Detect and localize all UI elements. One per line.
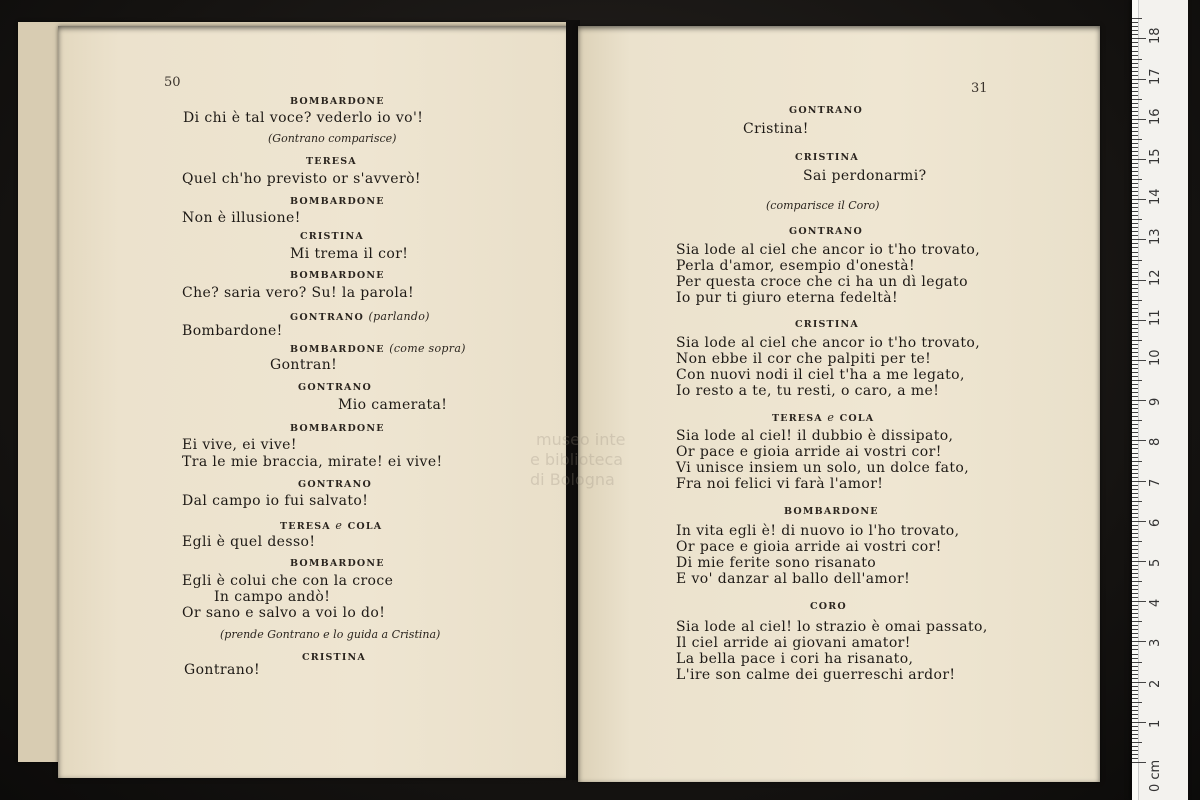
ruler-tick bbox=[1132, 686, 1138, 687]
ruler-tick bbox=[1132, 497, 1138, 498]
ruler-tick bbox=[1132, 698, 1138, 699]
speaker-label: BOMBARDONE bbox=[290, 270, 385, 281]
ruler-tick bbox=[1132, 718, 1138, 719]
verse-line: Or pace e gioia arride ai vostri cor! bbox=[676, 444, 942, 460]
speaker-label: CRISTINA bbox=[302, 652, 366, 663]
ruler-tick bbox=[1132, 645, 1138, 646]
ruler-tick bbox=[1132, 316, 1138, 317]
ruler-tick bbox=[1132, 625, 1138, 626]
ruler-number: 17 bbox=[1148, 68, 1163, 85]
ruler-tick bbox=[1132, 726, 1138, 727]
ruler-tick bbox=[1132, 742, 1142, 743]
ruler-tick bbox=[1132, 55, 1138, 56]
ruler-tick bbox=[1132, 171, 1138, 172]
ruler-tick bbox=[1132, 396, 1138, 397]
ruler-tick bbox=[1132, 91, 1138, 92]
ruler-tick bbox=[1132, 658, 1138, 659]
ruler-tick bbox=[1132, 380, 1142, 381]
ruler-tick bbox=[1132, 211, 1138, 212]
ruler-tick bbox=[1132, 95, 1138, 96]
ruler-tick bbox=[1132, 288, 1138, 289]
museum-watermark bbox=[520, 430, 680, 510]
ruler-tick bbox=[1132, 481, 1146, 482]
ruler-tick bbox=[1132, 754, 1138, 755]
ruler-tick bbox=[1132, 633, 1138, 634]
ruler-tick bbox=[1132, 151, 1138, 152]
ruler-tick bbox=[1132, 300, 1142, 301]
ruler-tick bbox=[1132, 637, 1138, 638]
ruler-tick bbox=[1132, 199, 1146, 200]
verse-line: Sai perdonarmi? bbox=[803, 168, 927, 184]
ruler-tick bbox=[1132, 649, 1138, 650]
ruler-tick bbox=[1132, 489, 1138, 490]
ruler-tick bbox=[1132, 247, 1138, 248]
ruler-tick bbox=[1132, 352, 1138, 353]
stage-direction: (prende Gontrano e lo guida a Cristina) bbox=[220, 628, 441, 641]
ruler-tick bbox=[1132, 517, 1138, 518]
ruler-tick bbox=[1132, 336, 1138, 337]
verse-line: Che? saria vero? Su! la parola! bbox=[182, 285, 414, 301]
left-page bbox=[58, 26, 570, 778]
measurement-ruler bbox=[1132, 0, 1188, 800]
ruler-tick bbox=[1132, 662, 1142, 663]
verse-line: Sia lode al ciel che ancor io t'ho trovato, bbox=[676, 242, 981, 258]
ruler-tick bbox=[1132, 666, 1138, 667]
verse-line: E vo' danzar al ballo dell'amor! bbox=[676, 571, 911, 587]
verse-line: Or pace e gioia arride ai vostri cor! bbox=[676, 539, 942, 555]
ruler-tick bbox=[1132, 139, 1142, 140]
speaker-conjunction: e bbox=[827, 411, 836, 424]
ruler-tick bbox=[1132, 529, 1138, 530]
ruler-tick bbox=[1132, 292, 1138, 293]
ruler-tick bbox=[1132, 593, 1138, 594]
ruler-tick bbox=[1132, 734, 1138, 735]
speaker-name: BOMBARDONE bbox=[290, 344, 385, 355]
ruler-tick bbox=[1132, 738, 1138, 739]
ruler-tick bbox=[1132, 268, 1138, 269]
ruler-number: 13 bbox=[1148, 228, 1163, 246]
ruler-number: 18 bbox=[1148, 27, 1163, 45]
speaker-label: GONTRANO bbox=[789, 226, 863, 237]
ruler-tick bbox=[1132, 272, 1138, 273]
ruler-tick bbox=[1132, 119, 1146, 120]
verse-line: Con nuovi nodi il ciel t'ha a me legato, bbox=[676, 367, 965, 383]
verse-line: Perla d'amor, esempio d'onestà! bbox=[676, 258, 916, 274]
ruler-tick bbox=[1132, 416, 1138, 417]
ruler-tick bbox=[1132, 440, 1146, 441]
verse-line: Sia lode al ciel! il dubbio è dissipato, bbox=[676, 428, 954, 444]
verse-line: In vita egli è! di nuovo io l'ho trovato, bbox=[676, 523, 960, 539]
speaker-name: COLA bbox=[839, 413, 875, 424]
ruler-tick bbox=[1132, 629, 1138, 630]
ruler-tick bbox=[1132, 63, 1138, 64]
ruler-tick bbox=[1132, 71, 1138, 72]
ruler-tick bbox=[1132, 473, 1138, 474]
ruler-tick bbox=[1132, 203, 1138, 204]
speaker-name: TERESA bbox=[772, 413, 823, 424]
ruler-tick bbox=[1132, 545, 1138, 546]
ruler-tick bbox=[1132, 356, 1138, 357]
ruler-tick bbox=[1132, 143, 1138, 144]
ruler-tick bbox=[1132, 276, 1138, 277]
ruler-tick bbox=[1132, 690, 1138, 691]
ruler-tick bbox=[1132, 22, 1138, 23]
verse-line: Di mie ferite sono risanato bbox=[676, 555, 877, 571]
ruler-tick bbox=[1132, 670, 1138, 671]
ruler-tick bbox=[1132, 444, 1138, 445]
verse-line: Non è illusione! bbox=[182, 210, 301, 226]
speaker-label bbox=[280, 519, 382, 532]
ruler-tick bbox=[1132, 107, 1138, 108]
ruler-tick bbox=[1132, 710, 1138, 711]
speaker-label: CRISTINA bbox=[795, 319, 859, 330]
ruler-tick bbox=[1132, 432, 1138, 433]
speaker-label: BOMBARDONE bbox=[290, 196, 385, 207]
verse-line: Quel ch'ho previsto or s'avverò! bbox=[182, 171, 421, 187]
ruler-tick bbox=[1132, 557, 1138, 558]
ruler-tick bbox=[1132, 750, 1138, 751]
ruler-tick bbox=[1132, 758, 1138, 759]
ruler-tick bbox=[1132, 135, 1138, 136]
verse-line: Mio camerata! bbox=[338, 397, 448, 413]
speaker-label: BOMBARDONE bbox=[290, 96, 385, 107]
ruler-tick bbox=[1132, 730, 1138, 731]
ruler-tick bbox=[1132, 521, 1146, 522]
ruler-number: 15 bbox=[1148, 148, 1163, 165]
ruler-tick bbox=[1132, 549, 1138, 550]
ruler-number: 7 bbox=[1148, 478, 1163, 487]
ruler-tick bbox=[1132, 436, 1138, 437]
page-number-right: 31 bbox=[971, 81, 988, 96]
verse-line: Il ciel arride ai giovani amator! bbox=[676, 635, 911, 651]
ruler-tick bbox=[1132, 573, 1138, 574]
ruler-tick bbox=[1132, 589, 1138, 590]
ruler-number: 9 bbox=[1148, 397, 1163, 407]
ruler-tick bbox=[1132, 412, 1138, 413]
verse-line: L'ire son calme dei guerreschi ardor! bbox=[676, 667, 956, 683]
verse-line: Io pur ti giuro eterna fedeltà! bbox=[676, 290, 899, 306]
ruler-tick bbox=[1132, 59, 1142, 60]
ruler-tick bbox=[1132, 537, 1138, 538]
ruler-tick bbox=[1132, 256, 1138, 257]
speaker-note: (come sopra) bbox=[389, 342, 466, 355]
ruler-number: 6 bbox=[1148, 518, 1163, 527]
ruler-tick bbox=[1132, 565, 1138, 566]
verse-line: Mi trema il cor! bbox=[290, 246, 409, 262]
verse-line: Io resto a te, tu resti, o caro, a me! bbox=[676, 383, 940, 399]
ruler-tick bbox=[1132, 159, 1146, 160]
ruler-tick bbox=[1132, 219, 1142, 220]
ruler-tick bbox=[1132, 714, 1138, 715]
ruler-number: 5 bbox=[1148, 558, 1163, 567]
speaker-name: COLA bbox=[347, 521, 383, 532]
ruler-tick bbox=[1132, 75, 1138, 76]
speaker-label: GONTRANO bbox=[789, 105, 863, 116]
ruler-tick bbox=[1132, 372, 1138, 373]
ruler-tick bbox=[1132, 585, 1138, 586]
ruler-tick bbox=[1132, 404, 1138, 405]
ruler-tick bbox=[1132, 617, 1138, 618]
ruler-tick bbox=[1132, 264, 1138, 265]
ruler-number: 10 bbox=[1148, 349, 1163, 366]
ruler-tick bbox=[1132, 163, 1138, 164]
ruler-tick bbox=[1132, 457, 1138, 458]
ruler-tick bbox=[1132, 722, 1146, 723]
ruler-tick bbox=[1132, 344, 1138, 345]
speaker-note: (parlando) bbox=[368, 310, 430, 323]
speaker-label bbox=[772, 411, 874, 424]
ruler-tick bbox=[1132, 296, 1138, 297]
watermark-line: museo inte bbox=[536, 430, 626, 449]
ruler-tick bbox=[1132, 762, 1146, 763]
watermark-line: e biblioteca bbox=[530, 450, 624, 469]
ruler-number: 8 bbox=[1148, 438, 1163, 447]
ruler-tick bbox=[1132, 187, 1138, 188]
verse-line: Sia lode al ciel che ancor io t'ho trovato, bbox=[676, 335, 981, 351]
ruler-tick bbox=[1132, 654, 1138, 655]
verse-line: Vi unisce insiem un solo, un dolce fato, bbox=[676, 460, 970, 476]
ruler-number: 16 bbox=[1148, 108, 1163, 125]
ruler-tick bbox=[1132, 408, 1138, 409]
ruler-tick bbox=[1132, 601, 1146, 602]
ruler-tick bbox=[1132, 493, 1138, 494]
verse-line: La bella pace i cori ha risanato, bbox=[676, 651, 914, 667]
ruler-tick bbox=[1132, 465, 1138, 466]
ruler-tick bbox=[1132, 175, 1138, 176]
ruler-tick bbox=[1132, 509, 1138, 510]
verse-line: Or sano e salvo a voi lo do! bbox=[182, 605, 386, 621]
ruler-tick bbox=[1132, 223, 1138, 224]
ruler-tick bbox=[1132, 694, 1138, 695]
ruler-tick bbox=[1132, 312, 1138, 313]
ruler-tick bbox=[1132, 79, 1146, 80]
ruler-tick bbox=[1132, 505, 1138, 506]
ruler-tick bbox=[1132, 678, 1138, 679]
ruler-tick bbox=[1132, 501, 1142, 502]
stage-direction: (comparisce il Coro) bbox=[766, 199, 880, 212]
verse-line: Bombardone! bbox=[182, 323, 283, 339]
ruler-tick bbox=[1132, 428, 1138, 429]
ruler-tick bbox=[1132, 605, 1138, 606]
ruler-tick bbox=[1132, 384, 1138, 385]
ruler-tick bbox=[1132, 67, 1138, 68]
ruler-tick bbox=[1132, 99, 1142, 100]
ruler-tick bbox=[1132, 155, 1138, 156]
ruler-tick bbox=[1132, 561, 1146, 562]
ruler-tick bbox=[1132, 340, 1142, 341]
verse-line: Di chi è tal voce? vederlo io vo'! bbox=[183, 110, 424, 126]
ruler-tick bbox=[1132, 702, 1142, 703]
verse-line: Sia lode al ciel! lo strazio è omai passato, bbox=[676, 619, 988, 635]
ruler-tick bbox=[1132, 147, 1138, 148]
speaker-label bbox=[290, 310, 430, 323]
ruler-tick bbox=[1132, 581, 1142, 582]
ruler-tick bbox=[1132, 613, 1138, 614]
ruler-tick bbox=[1132, 18, 1142, 19]
ruler-tick bbox=[1132, 195, 1138, 196]
ruler-tick bbox=[1132, 260, 1142, 261]
verse-line: Cristina! bbox=[743, 121, 809, 137]
ruler-tick bbox=[1132, 682, 1146, 683]
speaker-label: CRISTINA bbox=[795, 152, 859, 163]
ruler-tick bbox=[1132, 215, 1138, 216]
speaker-name: TERESA bbox=[280, 521, 331, 532]
ruler-tick bbox=[1132, 46, 1138, 47]
ruler-tick bbox=[1132, 324, 1138, 325]
right-page bbox=[578, 26, 1100, 782]
verse-line: Fra noi felici vi farà l'amor! bbox=[676, 476, 884, 492]
ruler-tick bbox=[1132, 38, 1146, 39]
speaker-label: TERESA bbox=[306, 156, 357, 167]
verse-line: Egli è quel desso! bbox=[182, 534, 316, 550]
ruler-tick bbox=[1132, 127, 1138, 128]
ruler-tick bbox=[1132, 83, 1138, 84]
verse-line: Dal campo io fui salvato! bbox=[182, 493, 369, 509]
ruler-tick bbox=[1132, 308, 1138, 309]
ruler-tick bbox=[1132, 392, 1138, 393]
ruler-tick bbox=[1132, 231, 1138, 232]
ruler-tick bbox=[1132, 368, 1138, 369]
speaker-label: CRISTINA bbox=[300, 231, 364, 242]
ruler-tick bbox=[1132, 376, 1138, 377]
speaker-label: GONTRANO bbox=[298, 479, 372, 490]
ruler-number: 2 bbox=[1148, 679, 1163, 688]
ruler-number: 1 bbox=[1148, 719, 1163, 728]
verse-line: Non ebbe il cor che palpiti per te! bbox=[676, 351, 932, 367]
ruler-number: 11 bbox=[1148, 309, 1163, 326]
ruler-tick bbox=[1132, 191, 1138, 192]
ruler-number: 4 bbox=[1148, 598, 1163, 608]
page-number-left: 50 bbox=[164, 75, 181, 90]
ruler-tick bbox=[1132, 609, 1138, 610]
ruler-tick bbox=[1132, 597, 1138, 598]
ruler-tick bbox=[1132, 525, 1138, 526]
stage-direction: (Gontrano comparisce) bbox=[268, 132, 397, 145]
speaker-label: GONTRANO bbox=[298, 382, 372, 393]
ruler-tick bbox=[1132, 360, 1146, 361]
ruler-tick bbox=[1132, 513, 1138, 514]
ruler-tick bbox=[1132, 621, 1142, 622]
speaker-label: CORO bbox=[810, 601, 847, 612]
ruler-tick bbox=[1132, 388, 1138, 389]
ruler-tick bbox=[1132, 30, 1138, 31]
ruler-tick bbox=[1132, 332, 1138, 333]
speaker-conjunction: e bbox=[335, 519, 344, 532]
ruler-tick bbox=[1132, 167, 1138, 168]
ruler-tick bbox=[1132, 235, 1138, 236]
ruler-tick bbox=[1132, 448, 1138, 449]
ruler-tick bbox=[1132, 243, 1138, 244]
ruler-tick bbox=[1132, 34, 1138, 35]
ruler-tick bbox=[1132, 400, 1146, 401]
ruler-tick bbox=[1132, 541, 1142, 542]
verse-line: Tra le mie braccia, mirate! ei vive! bbox=[182, 454, 443, 470]
ruler-tick bbox=[1132, 239, 1146, 240]
verse-line: Ei vive, ei vive! bbox=[182, 437, 297, 453]
verse-line: Per questa croce che ci ha un dì legato bbox=[676, 274, 968, 290]
speaker-label: BOMBARDONE bbox=[784, 506, 879, 517]
ruler-tick bbox=[1132, 348, 1138, 349]
ruler-tick bbox=[1132, 569, 1138, 570]
ruler-tick bbox=[1132, 641, 1146, 642]
ruler-tick bbox=[1132, 461, 1142, 462]
ruler-unit-label: 0 cm bbox=[1148, 759, 1163, 792]
verse-line: Egli è colui che con la croce bbox=[182, 573, 394, 589]
ruler-tick bbox=[1132, 424, 1138, 425]
ruler-number: 3 bbox=[1148, 639, 1163, 648]
ruler-tick bbox=[1132, 207, 1138, 208]
ruler-tick bbox=[1132, 179, 1142, 180]
verse-line: In campo andò! bbox=[214, 589, 331, 605]
speaker-label: BOMBARDONE bbox=[290, 423, 385, 434]
ruler-tick bbox=[1132, 123, 1138, 124]
ruler-tick bbox=[1132, 453, 1138, 454]
ruler-tick bbox=[1132, 115, 1138, 116]
verse-line: Gontrano! bbox=[184, 662, 260, 678]
ruler-tick bbox=[1132, 111, 1138, 112]
ruler-tick bbox=[1132, 304, 1138, 305]
ruler-tick bbox=[1132, 533, 1138, 534]
ruler-number: 12 bbox=[1148, 269, 1163, 286]
ruler-tick bbox=[1132, 284, 1138, 285]
ruler-tick bbox=[1132, 42, 1138, 43]
ruler-tick bbox=[1132, 420, 1142, 421]
ruler-tick bbox=[1132, 87, 1138, 88]
watermark-line: di Bologna bbox=[530, 470, 615, 489]
ruler-tick bbox=[1132, 577, 1138, 578]
ruler-tick bbox=[1132, 485, 1138, 486]
ruler-number: 14 bbox=[1148, 188, 1163, 206]
ruler-tick bbox=[1132, 183, 1138, 184]
verse-line: Gontran! bbox=[270, 357, 338, 373]
ruler-tick bbox=[1132, 553, 1138, 554]
ruler-tick bbox=[1132, 706, 1138, 707]
speaker-name: GONTRANO bbox=[290, 312, 364, 323]
ruler-tick bbox=[1132, 469, 1138, 470]
ruler-tick bbox=[1132, 51, 1138, 52]
ruler-tick bbox=[1132, 674, 1138, 675]
speaker-label: BOMBARDONE bbox=[290, 558, 385, 569]
ruler-tick bbox=[1132, 26, 1138, 27]
ruler-tick bbox=[1132, 746, 1138, 747]
ruler-tick bbox=[1132, 227, 1138, 228]
ruler-tick bbox=[1132, 364, 1138, 365]
ruler-tick bbox=[1132, 328, 1138, 329]
ruler-tick bbox=[1132, 131, 1138, 132]
ruler-tick bbox=[1132, 280, 1146, 281]
ruler-tick bbox=[1132, 477, 1138, 478]
speaker-label bbox=[290, 342, 466, 355]
ruler-tick bbox=[1132, 252, 1138, 253]
ruler-tick bbox=[1132, 103, 1138, 104]
ruler-tick bbox=[1132, 320, 1146, 321]
